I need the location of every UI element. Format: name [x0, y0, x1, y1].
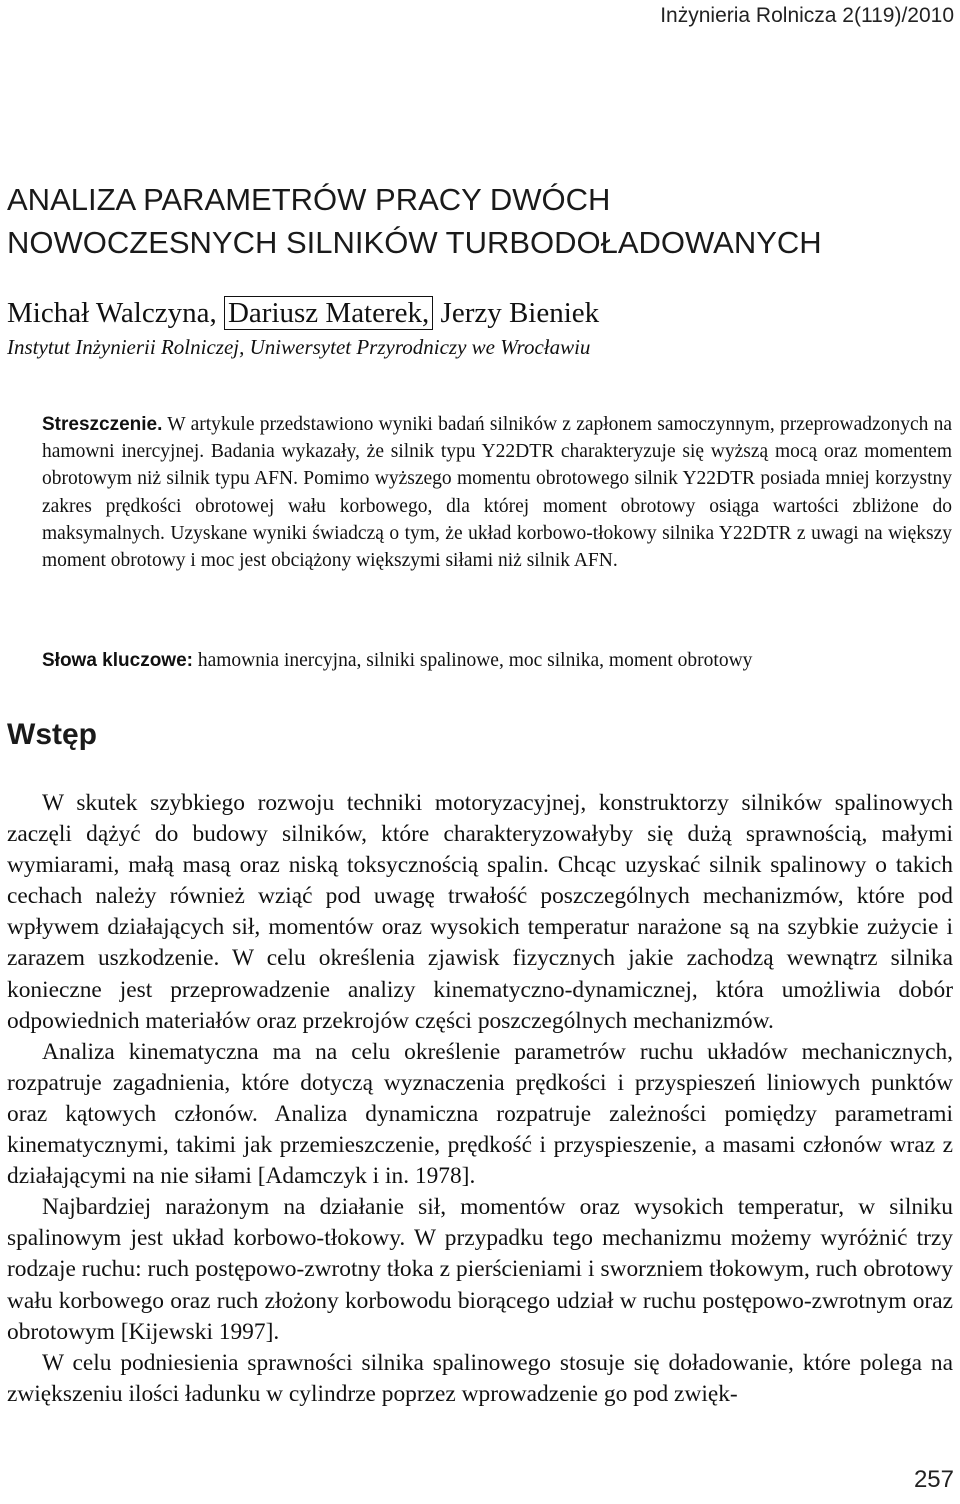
page-number: 257	[913, 1466, 954, 1493]
keywords-label: Słowa kluczowe:	[42, 650, 193, 671]
title-line-2: NOWOCZESNYCH SILNIKÓW TURBODOŁADOWANYCH	[7, 225, 822, 260]
abstract-text: W artykule przedstawiono wyniki badań silników z zapłonem samoczynnym, przeprowadzonych na hamowni inercyjnej. Badania wykazały, że silnik typu Y22DTR charakteryzuje się wyższą mocą oraz momentem obrotowym niż silnik typu AFN. Pomimo wyższego momentu obrotowego silnik Y22DTR posiada mniej korzystny zakres prędkości obrotowej wału korbowego, dla której moment obrotowy osiąga wartości zbliżone do maksymalnych. Uzyskane wyniki świadczą o tym, że układ korbowo-tłokowy silnika Y22DTR z uwagi na większy moment obrotowy i moc jest obciążony większymi siłami niż silnik AFN.	[42, 414, 952, 572]
author-2-boxed: Dariusz Materek,	[224, 296, 433, 330]
author-1: Michał Walczyna,	[7, 297, 217, 329]
author-3: Jerzy Bieniek	[440, 297, 600, 329]
article-title	[7, 178, 957, 264]
section-heading-introduction: Wstęp	[7, 718, 97, 751]
affiliation: Instytut Inżynierii Rolniczej, Uniwersytet Przyrodniczy we Wrocławiu	[7, 335, 591, 359]
paragraph-1: W skutek szybkiego rozwoju techniki motoryzacyjnej, konstruktorzy silników spalinowych zaczęli dążyć do budowy silników, które charakteryzowałyby się dużą sprawnością, małymi wymiarami, małą masą oraz niską toksycznością spalin. Chcąc uzyskać silnik spalinowy o takich cechach należy również wziąć pod uwagę trwałość poszczególnych mechanizmów, które pod wpływem działających sił, momentów oraz wysokich temperatur narażone są na szybkie zużycie i zarazem uszkodzenie. W celu określenia zjawisk fizycznych jakie zachodzą wewnątrz silnika konieczne jest przeprowadzenie analizy kinematyczno-dynamicznej, która umożliwia dobór odpowiednich materiałów oraz przekrojów części poszczególnych mechanizmów.	[7, 790, 953, 1034]
title-line-1: ANALIZA PARAMETRÓW PRACY DWÓCH	[7, 182, 611, 217]
keywords-text: hamownia inercyjna, silniki spalinowe, moc silnika, moment obrotowy	[197, 650, 753, 671]
journal-header: Inżynieria Rolnicza 2(119)/2010	[660, 4, 954, 27]
keywords	[42, 647, 952, 675]
abstract	[42, 411, 952, 574]
paragraph-3: Najbardziej narażonym na działanie sił, momentów oraz wysokich temperatur, w silniku spalinowym jest układ korbowo-tłokowy. W przypadku tego mechanizmu możemy wyróżnić trzy rodzaje ruchu: ruch postępowo-zwrotny tłoka z pierścieniami i sworzniem tłokowym, ruch obrotowy wału korbowego oraz ruch złożony korbowodu biorącego udział w ruchu postępowo-zwrotnym oraz obrotowym [Kijewski 1997].	[7, 1194, 953, 1345]
body-text	[7, 788, 953, 1410]
paragraph-4: W celu podniesienia sprawności silnika spalinowego stosuje się doładowanie, które polega na zwiększeniu ilości ładunku w cylindrze poprzez wprowadzenie go pod zwięk-	[7, 1349, 953, 1407]
paragraph-2: Analiza kinematyczna ma na celu określenie parametrów ruchu układów mechanicznych, rozpatruje zagadnienia, które dotyczą wyznaczenia prędkości i przyspieszeń liniowych punktów oraz kątowych członów. Analiza dynamiczna rozpatruje zależności pomiędzy parametrami kinematycznymi, takimi jak przemieszczenie, prędkość i przyspieszenie, a masami członów wraz z działającymi na nie siłami [Adamczyk i in. 1978].	[7, 1038, 953, 1190]
abstract-label: Streszczenie.	[42, 414, 163, 435]
author-list	[7, 293, 599, 333]
